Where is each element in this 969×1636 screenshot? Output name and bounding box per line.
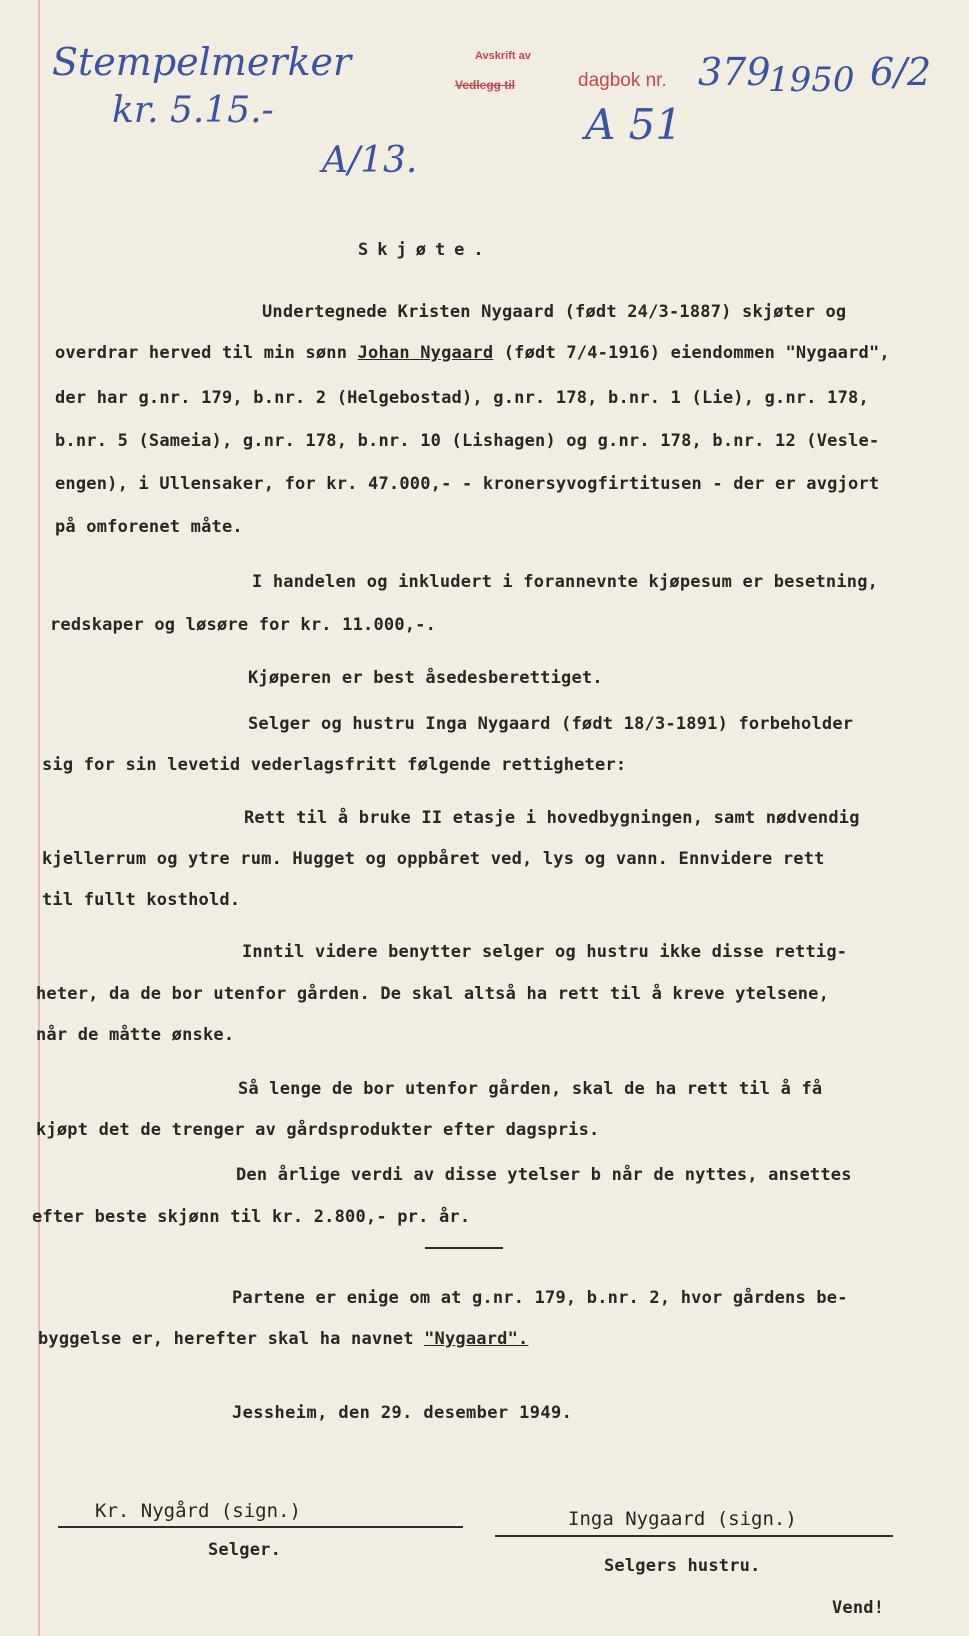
folio-note: A/13.: [322, 140, 418, 181]
body-line-19: kjøpt det de trenger av gårdsprodukter efter dagspris.: [36, 1120, 600, 1140]
body-line-16: heter, da de bor utenfor gården. De skal altså ha rett til å kreve ytelsene,: [36, 984, 830, 1004]
body-line-14: til fullt kosthold.: [42, 890, 241, 910]
wife-role: Selgers hustru.: [604, 1556, 761, 1576]
body-line-6: på omforenet måte.: [55, 517, 243, 537]
dagbok-label: dagbok nr.: [578, 70, 667, 91]
body-line-15: Inntil videre benytter selger og hustru ikke disse rettig-: [242, 942, 848, 962]
body-line-18: Så lenge de bor utenfor gården, skal de ha rett til å få: [238, 1079, 823, 1099]
body-line-1: Undertegnede Kristen Nygaard (født 24/3-1887) skjøter og: [262, 302, 847, 322]
body-line-17: når de måtte ønske.: [36, 1025, 235, 1045]
separator-line: [425, 1247, 503, 1249]
body-line-2-text: overdrar herved til min sønn: [55, 343, 348, 363]
wife-signature-line: [495, 1535, 893, 1537]
body-line-8: redskaper og løsøre for kr. 11.000,-.: [50, 615, 437, 635]
dagbok-reference: A 51: [585, 100, 683, 149]
dagbok-year: 1950: [768, 60, 855, 100]
body-line-12: Rett til å bruke II etasje i hovedbygningen, samt nødvendig: [244, 808, 860, 828]
dagbok-date: 6/2: [870, 50, 932, 94]
body-line-9: Kjøperen er best åsedesberettiget.: [248, 668, 603, 688]
body-line-23: [38, 1329, 528, 1349]
seller-signature-line: [58, 1526, 463, 1528]
body-line-2-tail: (født 7/4-1916) eiendommen "Nygaard",: [503, 343, 890, 363]
body-line-5: engen), i Ullensaker, for kr. 47.000,- - kronersyvogfirtitusen - der er avgjort: [55, 474, 880, 494]
body-line-13: kjellerrum og ytre rum. Hugget og oppbåret ved, lys og vann. Ennvidere rett: [42, 849, 825, 869]
body-line-21: efter beste skjønn til kr. 2.800,- pr. år.: [32, 1207, 471, 1227]
body-line-11: sig for sin levetid vederlagsfritt følgende rettigheter:: [42, 755, 627, 775]
new-farm-name: "Nygaard".: [424, 1329, 529, 1349]
buyer-name: Johan Nygaard: [357, 343, 494, 363]
dagbok-number: 379: [698, 50, 771, 94]
wife-signature: Inga Nygaard (sign.): [568, 1508, 797, 1530]
body-line-4: b.nr. 5 (Sameia), g.nr. 178, b.nr. 10 (Lishagen) og g.nr. 178, b.nr. 12 (Vesle-: [55, 431, 880, 451]
document-title: Skjøte.: [358, 240, 493, 260]
registry-stamp-line2: Vedlegg til: [455, 78, 516, 92]
turn-page-note: Vend!: [832, 1598, 885, 1618]
body-line-20: Den årlige verdi av disse ytelser b når de nyttes, ansettes: [236, 1165, 852, 1185]
registry-stamp-line1: Avskrift av: [475, 50, 531, 62]
place-date: Jessheim, den 29. desember 1949.: [232, 1403, 573, 1423]
margin-rule: [38, 0, 40, 1636]
body-line-7: I handelen og inkludert i forannevnte kjøpesum er besetning,: [252, 572, 879, 592]
stamp-marks-note: Stempelmerker: [52, 40, 352, 84]
body-line-2: [55, 343, 890, 363]
body-line-10: Selger og hustru Inga Nygaard (født 18/3-1891) forbeholder: [248, 714, 854, 734]
body-line-22: Partene er enige om at g.nr. 179, b.nr. 2, hvor gårdens be-: [232, 1288, 848, 1308]
stamp-amount-note: kr. 5.15.-: [112, 90, 274, 131]
body-line-23-text: byggelse er, herefter skal ha navnet: [38, 1329, 414, 1349]
seller-role: Selger.: [208, 1540, 282, 1560]
seller-signature: Kr. Nygård (sign.): [95, 1500, 301, 1522]
body-line-3: der har g.nr. 179, b.nr. 2 (Helgebostad), g.nr. 178, b.nr. 1 (Lie), g.nr. 178,: [55, 388, 869, 408]
